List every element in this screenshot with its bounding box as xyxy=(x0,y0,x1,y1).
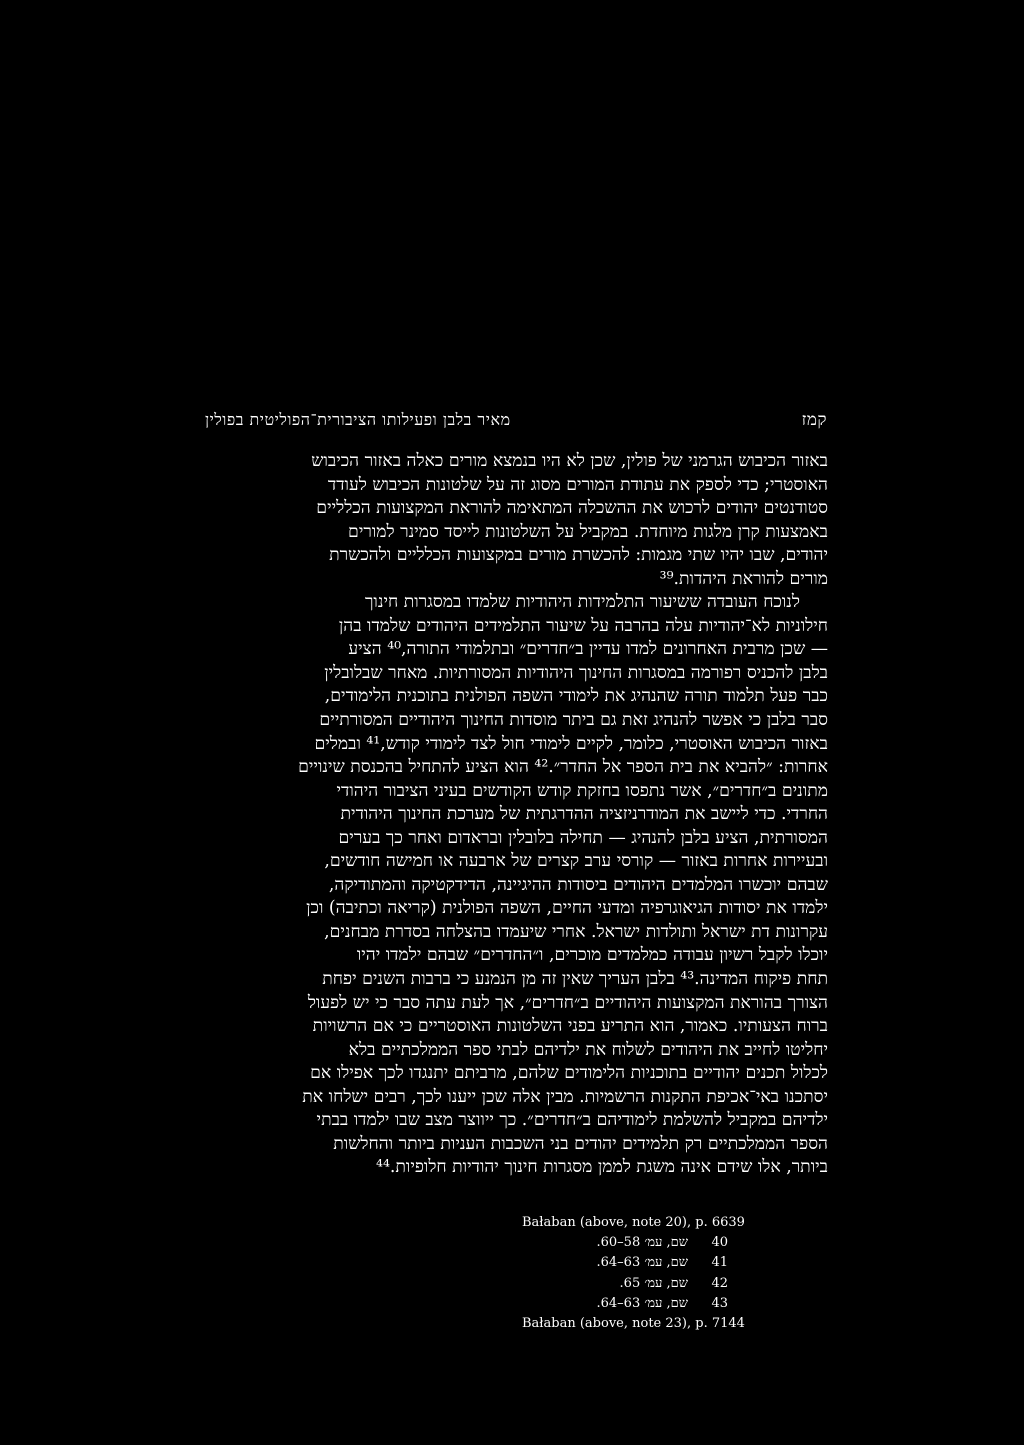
text-line: לנוכח העובדה ששיעור התלמידות היהודיות שלמדו במסגרות חינוך xyxy=(364,592,800,613)
footnote xyxy=(470,1233,728,1253)
footnote xyxy=(470,1314,745,1334)
text-line: החרדי. כדי ליישב את המודרניזציה ההדרגתית של מערכת החינוך היהודית xyxy=(340,804,828,825)
text-line: מתונים ב״חדרים״, אשר נתפסו בחזקת קודש הקודשים בעיני הציבור היהודי xyxy=(336,780,828,801)
footnote-text: שם, עמ׳ 65. xyxy=(619,1275,688,1291)
text-line: עקרונות דת ישראל ותולדות ישראל. אחרי שיעמדו בהצלחה בסדרת מבחנים, xyxy=(324,921,828,942)
page-number: קמז xyxy=(801,410,827,430)
text-line: כבר פעל תלמוד תורה שהנהיג את לימודי השפה הפולנית בתוכנית הלימודים, xyxy=(324,686,828,707)
text-line: המסורתית, הציע בלבן להנהיג — תחילה בלובלין ובראדום ואחר כך בערים xyxy=(338,827,828,848)
text-line: הצורך בהוראת המקצועות היהודיים ב״חדרים״, אך לעת עתה סבר כי יש לפעול xyxy=(307,992,828,1013)
footnote-number: 40 xyxy=(711,1235,728,1251)
footnote-text: שם, עמ׳ 63–64. xyxy=(596,1255,688,1271)
text-line: לכלול תכנים יהודיים בתוכניות הלימודים שלהם, מרביתם יתנגדו לכך אפילו אם xyxy=(310,1063,828,1084)
footnote-number: 39 xyxy=(728,1215,745,1230)
text-line: סטודנטים יהודים לרכוש את ההשכלה המתאימה להוראת המקצועות הכלליים xyxy=(316,498,828,519)
running-header xyxy=(205,410,827,436)
text-line: ילדיהם במקביל להשלמת לימודיהם ב״חדרים״. כך ייווצר מצב שבו ילמדו בבתי xyxy=(316,1110,828,1131)
text-line: יוכלו לקבל רשיון עבודה כמלמדים מוכרים, ו״החדרים״ שבהם ילמדו יהיו xyxy=(356,945,828,966)
text-line: סבר בלבן כי אפשר להנהיג זאת גם ביתר מוסדות החינוך היהודיים המסורתיים xyxy=(319,710,828,731)
text-line: יחליטו לחייב את היהודים לשלוח את ילדיהם לבתי ספר הממלכתיים בלא xyxy=(348,1039,828,1060)
text-line: יהודים, שבו יהיו שתי מגמות: להכשרת מורים במקצועות הכלליים ולהכשרת xyxy=(329,545,828,566)
footnote-text: שם, עמ׳ 58–60. xyxy=(596,1235,688,1251)
footnote-number: 41 xyxy=(711,1255,728,1271)
text-line: אחרות: ״להביא את בית הספר אל החדר״.⁴² הוא הציע להתחיל בהכנסת שינויים xyxy=(298,757,828,778)
footnotes xyxy=(470,1213,745,1334)
footnote-number: 42 xyxy=(711,1275,728,1291)
text-line: האוסטרי; כדי לספק את עתודת המורים מסוג זה על שלטונות הכיבוש לעודד xyxy=(327,474,828,495)
text-line: חילוניות לא־יהודיות עלה בהרבה על שיעור התלמידים היהודים שלמדו בהן xyxy=(338,615,828,636)
footnote xyxy=(470,1253,728,1273)
text-line: ביותר, אלו שידם אינה משגת לממן מסגרות חינוך יהודיות חלופיות.⁴⁴ xyxy=(376,1157,828,1178)
footnote xyxy=(470,1213,745,1233)
footnote-number: 44 xyxy=(728,1315,745,1331)
running-title: מאיר בלבן ופעילותו הציבורית־הפוליטית בפולין xyxy=(205,410,511,429)
text-line: ובעיירות אחרות באזור — קורסי ערב קצרים של ארבעה או חמישה חודשים, xyxy=(324,851,828,872)
footnote xyxy=(470,1274,728,1294)
text-line: תחת פיקוח המדינה.⁴³ בלבן העריך שאין זה מן הנמנע כי ברבות השנים יפחת xyxy=(322,969,828,990)
text-line: — שכן מרבית האחרונים למדו עדיין ב״חדרים״ ובתלמודי התורה,⁴⁰ הציע xyxy=(348,639,828,660)
footnote-text: שם, עמ׳ 63–64. xyxy=(596,1295,688,1311)
text-line: שבהם יוכשרו המלמדים היהודים ביסודות ההיגיינה, הדידקטיקה והמתודיקה, xyxy=(328,874,828,895)
text-line: ברוח הצעותיו. כאמור, הוא התריע בפני השלטונות האוסטריים כי אם הרשויות xyxy=(312,1016,828,1037)
footnote-text: Bałaban (above, note 20), p. 66 xyxy=(522,1215,729,1230)
text-line: באזור הכיבוש הגרמני של פולין, שכן לא היו בנמצא מורים כאלה באזור הכיבוש xyxy=(311,451,828,471)
text-line: מורים להוראת היהדות.³⁹ xyxy=(659,568,828,589)
footnote-number: 43 xyxy=(711,1295,728,1311)
text-line: בלבן להכניס רפורמה במסגרות החינוך היהודיות המסורתיות. מאחר שבלובלין xyxy=(324,662,828,683)
text-line: ילמדו את יסודות הגיאוגרפיה ומדעי החיים, השפה הפולנית (קריאה וכתיבה) וכן xyxy=(306,898,828,919)
text-line: באמצעות קרן מלגות מיוחדת. במקביל על השלטונות לייסד סמינר למורים xyxy=(348,521,828,542)
text-line: באזור הכיבוש האוסטרי, כלומר, לקיים לימודי חול לצד לימודי קודש,⁴¹ ובמלים xyxy=(314,733,828,754)
footnote xyxy=(470,1294,728,1314)
text-line: הספר הממלכתיים רק תלמידים יהודים בני השכבות העניות ביותר והחלשות xyxy=(333,1133,828,1154)
text-line: יסתכנו באי־אכיפת התקנות הרשמיות. מבין אלה שכן ייענו לכך, רבים ישלחו את xyxy=(302,1086,828,1107)
main-text xyxy=(202,450,828,1180)
footnote-text: Bałaban (above, note 23), p. 71 xyxy=(522,1315,729,1331)
